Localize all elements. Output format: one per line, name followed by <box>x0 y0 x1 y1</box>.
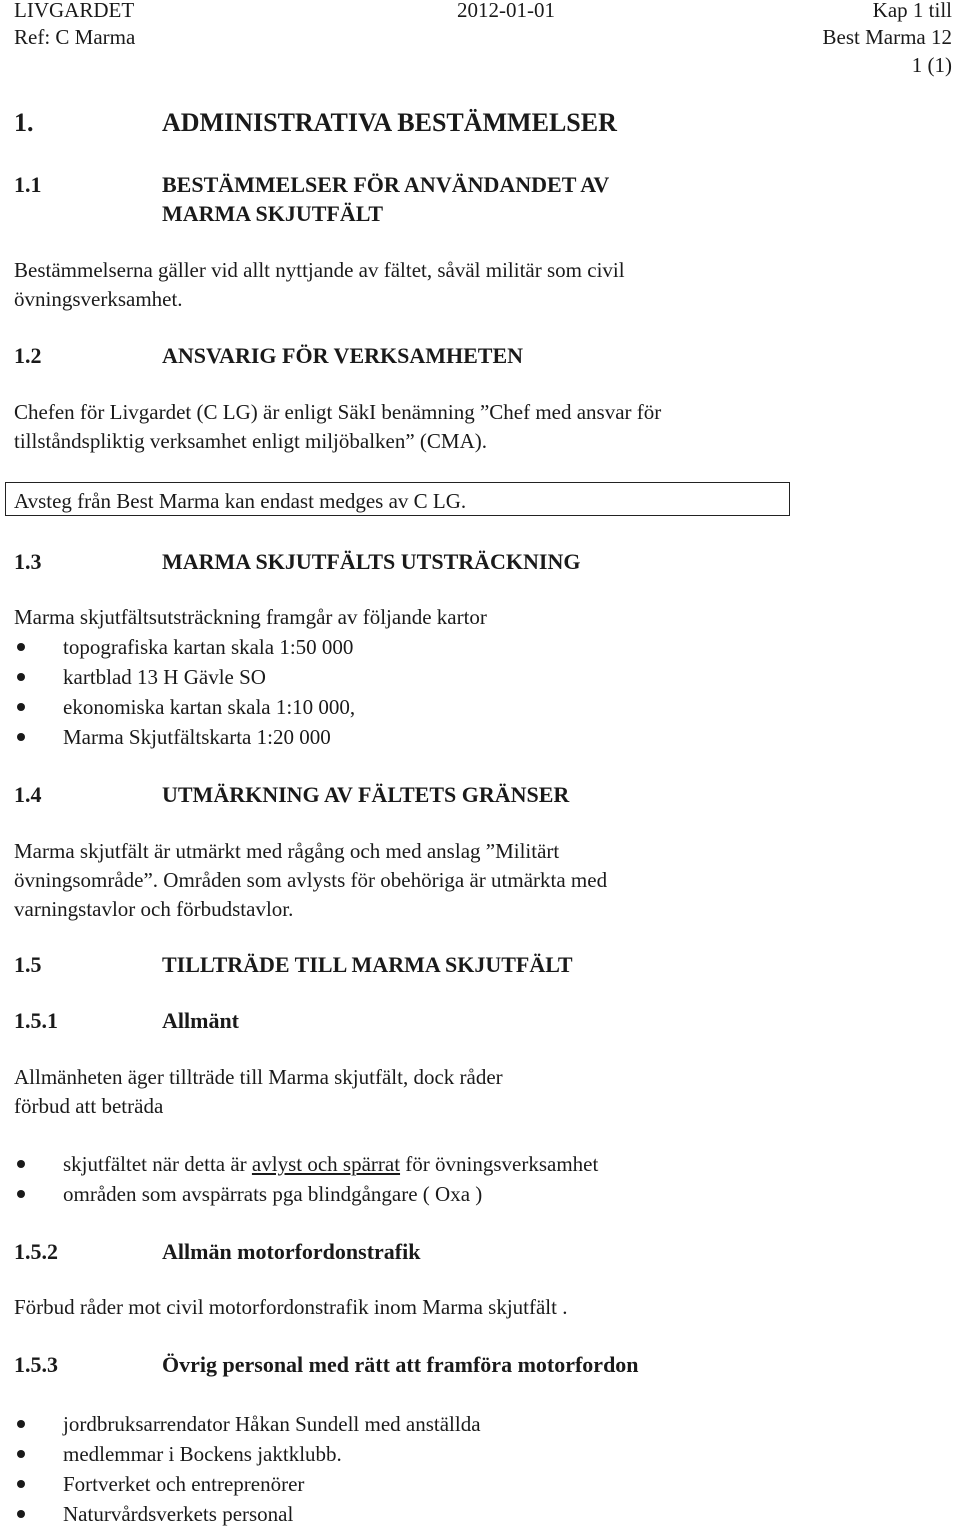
section-number: 1.5 <box>14 952 42 977</box>
list-item <box>14 692 355 722</box>
header-chapter-line1: Kap 1 till <box>872 0 952 22</box>
personnel-list <box>14 1409 481 1529</box>
list-item <box>14 722 355 752</box>
section-title: Allmän motorfordonstrafik <box>162 1239 421 1264</box>
section-number: 1.1 <box>14 172 42 197</box>
section-number: 1.5.3 <box>14 1352 58 1377</box>
section-number: 1.4 <box>14 782 42 807</box>
bullet-icon <box>17 1190 25 1198</box>
bullet-icon <box>17 1480 25 1488</box>
list-item <box>14 1409 481 1439</box>
bullet-icon <box>17 733 25 741</box>
section-number: 1.5.2 <box>14 1239 58 1264</box>
header-page-number: 1 (1) <box>911 53 952 77</box>
list-item <box>14 1149 598 1179</box>
notice-text: Avsteg från Best Marma kan endast medges av C LG. <box>14 489 467 513</box>
paragraph-line: övningsområde”. Områden som avlysts för obehöriga är utmärkta med <box>14 868 608 892</box>
list-item-text: skjutfältet när detta är <box>63 1152 252 1176</box>
paragraph-line: Förbud råder mot civil motorfordonstrafik inom Marma skjutfält . <box>14 1295 568 1319</box>
paragraph-line: Bestämmelserna gäller vid allt nyttjande av fältet, såväl militär som civil <box>14 258 625 282</box>
prohibition-list <box>14 1149 598 1209</box>
section-title: ANSVARIG FÖR VERKSAMHETEN <box>162 343 524 368</box>
list-item-text: områden som avspärrats pga blindgångare ( Oxa ) <box>63 1182 483 1206</box>
list-item-text: kartblad 13 H Gävle SO <box>63 665 266 689</box>
list-item-text: topografiska kartan skala 1:50 000 <box>63 635 354 659</box>
section-title: ADMINISTRATIVA BESTÄMMELSER <box>162 108 617 137</box>
paragraph-line: Marma skjutfält är utmärkt med rågång och med anslag ”Militärt <box>14 839 560 863</box>
list-item <box>14 662 355 692</box>
section-title: UTMÄRKNING AV FÄLTETS GRÄNSER <box>162 782 570 807</box>
map-list <box>14 632 355 752</box>
header-date: 2012-01-01 <box>457 0 555 22</box>
list-item-text: Naturvårdsverkets personal <box>63 1502 294 1526</box>
section-number: 1.3 <box>14 549 42 574</box>
section-number: 1.5.1 <box>14 1008 58 1033</box>
header-org: LIVGARDET <box>14 0 135 22</box>
paragraph-line: varningstavlor och förbudstavlor. <box>14 897 294 921</box>
paragraph-line: Allmänheten äger tillträde till Marma skjutfält, dock råder <box>14 1065 503 1089</box>
section-title: Övrig personal med rätt att framföra motorfordon <box>162 1352 639 1377</box>
list-item <box>14 1179 598 1209</box>
section-title: MARMA SKJUTFÄLTS UTSTRÄCKNING <box>162 549 581 574</box>
bullet-icon <box>17 1420 25 1428</box>
list-item-text: jordbruksarrendator Håkan Sundell med anställda <box>63 1412 481 1436</box>
list-item-text: medlemmar i Bockens jaktklubb. <box>63 1442 342 1466</box>
header-ref: Ref: C Marma <box>14 25 136 49</box>
bullet-icon <box>17 1160 25 1168</box>
section-number: 1. <box>14 108 34 137</box>
paragraph-line: Marma skjutfältsutsträckning framgår av följande kartor <box>14 605 487 629</box>
bullet-icon <box>17 643 25 651</box>
list-item-text: Fortverket och entreprenörer <box>63 1472 305 1496</box>
paragraph-line: övningsverksamhet. <box>14 287 183 311</box>
paragraph-line: förbud att beträda <box>14 1094 164 1118</box>
section-title: TILLTRÄDE TILL MARMA SKJUTFÄLT <box>162 952 573 977</box>
list-item-text: för övningsverksamhet <box>400 1152 599 1176</box>
bullet-icon <box>17 1450 25 1458</box>
list-item-text: Marma Skjutfältskarta 1:20 000 <box>63 725 331 749</box>
list-item <box>14 1499 481 1529</box>
list-item <box>14 1469 481 1499</box>
bullet-icon <box>17 673 25 681</box>
underlined-text: avlyst och spärrat <box>251 1152 401 1176</box>
bullet-icon <box>17 703 25 711</box>
section-title-line1: BESTÄMMELSER FÖR ANVÄNDANDET AV <box>162 172 610 197</box>
header-chapter-line2: Best Marma 12 <box>822 25 952 49</box>
section-title: Allmänt <box>162 1008 239 1033</box>
list-item-text: ekonomiska kartan skala 1:10 000, <box>63 695 356 719</box>
bullet-icon <box>17 1510 25 1518</box>
paragraph-line: tillståndspliktig verksamhet enligt miljöbalken” (CMA). <box>14 429 488 453</box>
section-title-line2: MARMA SKJUTFÄLT <box>162 201 384 226</box>
list-item <box>14 1439 481 1469</box>
list-item <box>14 632 355 662</box>
paragraph-line: Chefen för Livgardet (C LG) är enligt SäkI benämning ”Chef med ansvar för <box>14 400 662 424</box>
section-number: 1.2 <box>14 343 42 368</box>
